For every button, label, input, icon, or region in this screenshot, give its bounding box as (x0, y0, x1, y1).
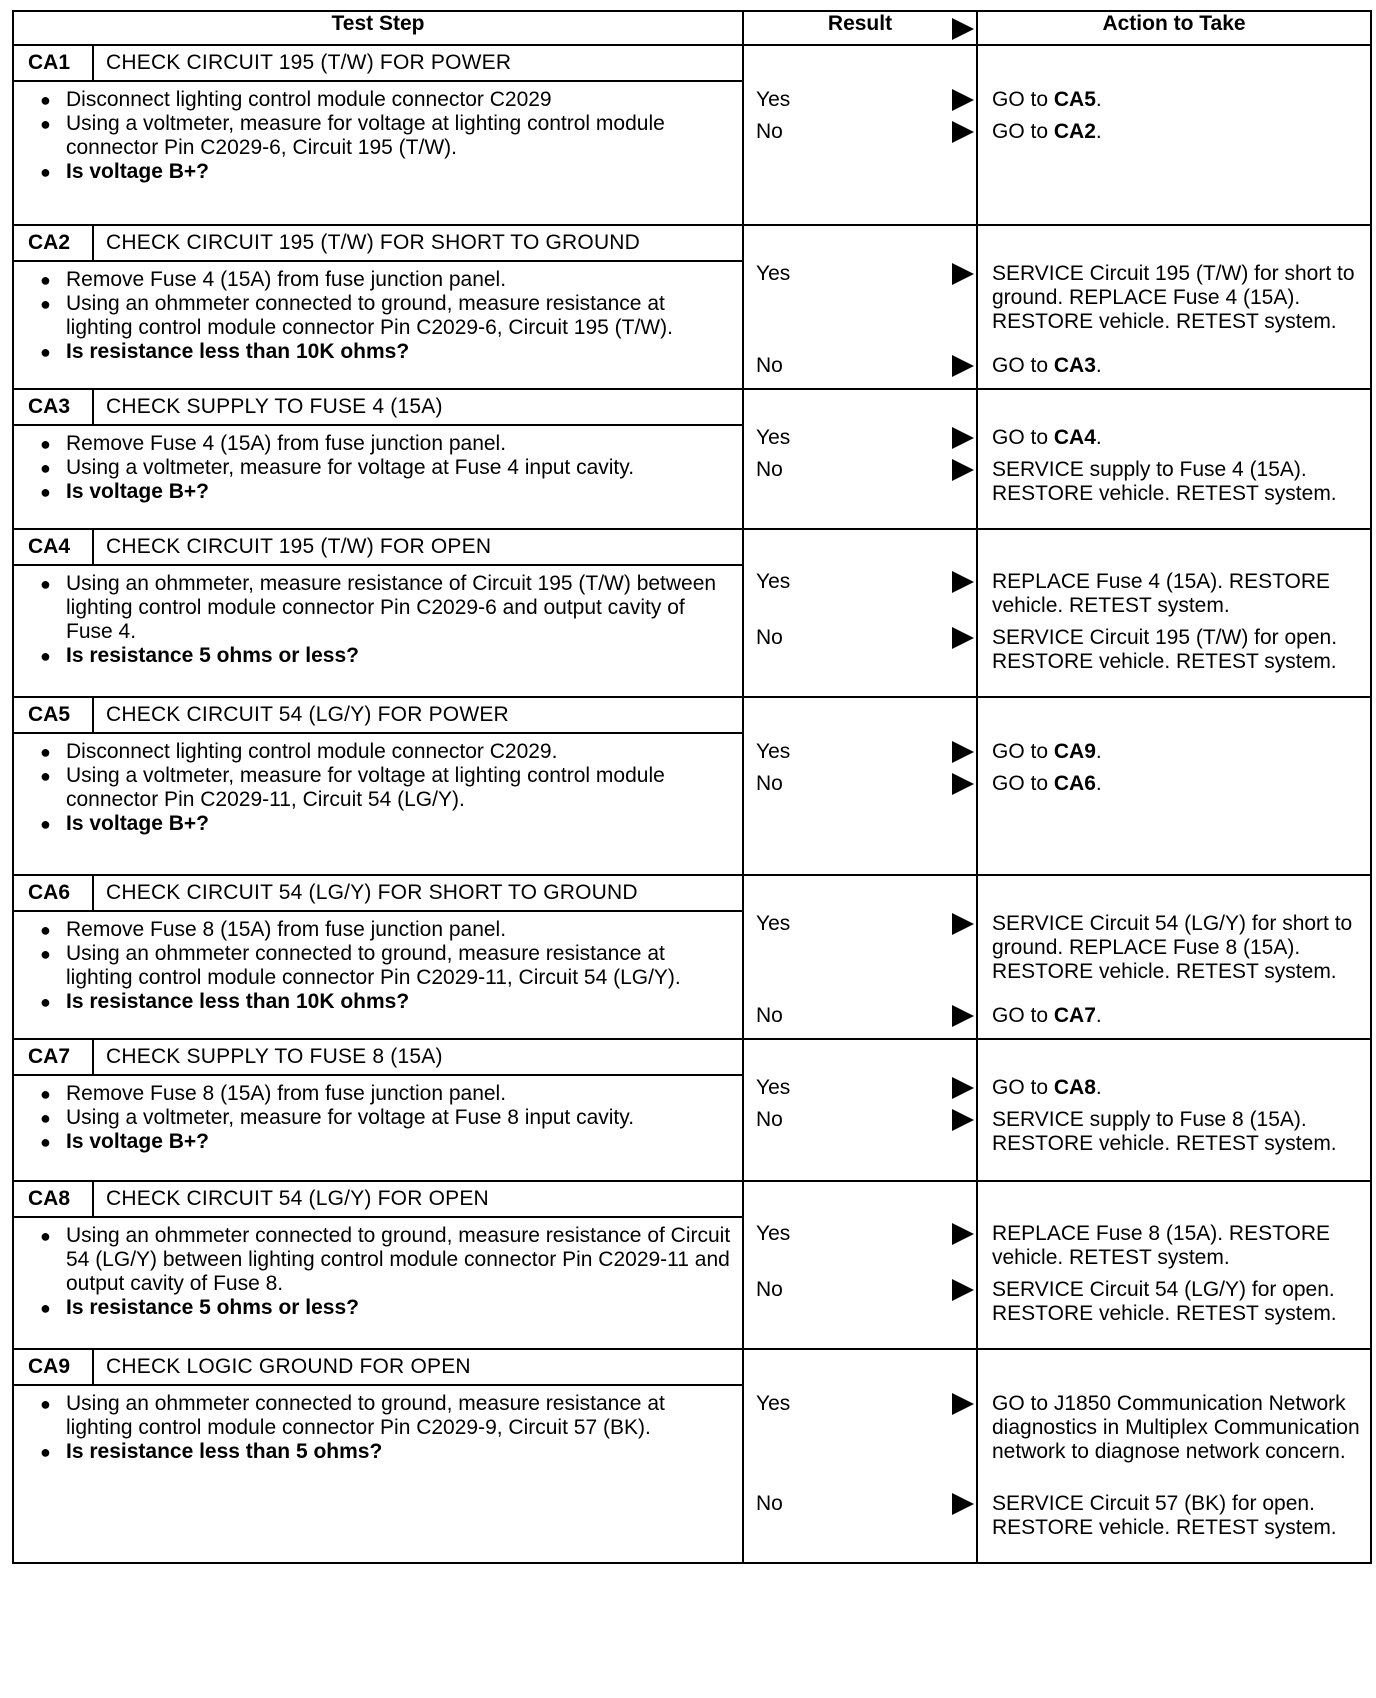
step-id: CA1 (14, 46, 94, 80)
result-option (744, 772, 976, 798)
step-header (14, 1350, 742, 1386)
action-text (992, 458, 1362, 506)
test-step-cell (13, 1349, 743, 1563)
action-text (992, 1108, 1362, 1156)
instruction-text: Using an ohmmeter connected to ground, measure resistance at lighting control module connector Pin C2029-6, Circuit 195 (T/W). (66, 292, 673, 339)
arrow-right-icon (952, 1493, 974, 1515)
result-label: No (756, 1278, 783, 1301)
bullet-icon: ● (40, 944, 51, 964)
result-option (744, 88, 976, 114)
action-text (992, 120, 1362, 144)
step-body (14, 426, 742, 512)
action-cell (977, 225, 1371, 389)
arrow-right-icon (952, 121, 974, 143)
action-text (992, 772, 1362, 796)
question-text: Is voltage B+? (66, 812, 209, 835)
table-row (13, 45, 1371, 225)
action-text-main: GO to (992, 1076, 1054, 1099)
step-header (14, 530, 742, 566)
arrow-right-icon (952, 89, 974, 111)
action-text (992, 912, 1362, 984)
table-row (13, 529, 1371, 697)
action-text (992, 570, 1362, 618)
arrow-right-icon (952, 913, 974, 935)
result-option (744, 120, 976, 146)
bullet-icon: ● (40, 434, 51, 454)
result-label: No (756, 1492, 783, 1515)
bullet-icon: ● (40, 458, 51, 478)
instruction-text: Using an ohmmeter connected to ground, measure resistance at lighting control module connector Pin C2029-9, Circuit 57 (BK). (66, 1392, 665, 1439)
result-option (744, 1004, 976, 1030)
step-header (14, 226, 742, 262)
step-instruction (26, 1082, 732, 1106)
step-title: CHECK CIRCUIT 195 (T/W) FOR SHORT TO GROUND (106, 231, 641, 254)
action-text-end: . (1095, 1076, 1102, 1099)
step-instruction (26, 456, 732, 480)
step-id: CA5 (14, 698, 94, 732)
action-step-ref: CA2 (1053, 120, 1096, 143)
bullet-icon: ● (40, 1298, 51, 1318)
arrow-right-icon (952, 1393, 974, 1415)
action-text-end: . (1095, 772, 1102, 795)
result-label: Yes (756, 262, 791, 285)
step-header (14, 698, 742, 734)
result-option (744, 354, 976, 380)
action-text-end: . (1095, 88, 1102, 111)
test-step-cell (13, 875, 743, 1039)
step-instruction (26, 764, 732, 812)
result-option (744, 626, 976, 652)
action-text (992, 426, 1362, 450)
question-text: Is resistance 5 ohms or less? (66, 1296, 359, 1319)
action-text (992, 1492, 1362, 1540)
action-text-main: SERVICE Circuit 54 (LG/Y) for short to ground. REPLACE Fuse 8 (15A). RESTORE vehicle. RETEST system. (992, 912, 1353, 983)
step-id: CA2 (14, 226, 94, 260)
action-text-main: GO to (992, 740, 1054, 763)
result-option (744, 1108, 976, 1134)
result-cell (743, 45, 977, 225)
action-cell (977, 45, 1371, 225)
bullet-icon: ● (40, 162, 51, 182)
step-instruction (26, 112, 732, 160)
bullet-icon: ● (40, 1226, 51, 1246)
step-instruction (26, 572, 732, 644)
action-text (992, 1278, 1362, 1326)
arrow-right-icon (952, 427, 974, 449)
step-id: CA7 (14, 1040, 94, 1074)
instruction-text: Remove Fuse 8 (15A) from fuse junction panel. (66, 918, 507, 941)
action-text (992, 626, 1362, 674)
action-text (992, 262, 1362, 334)
step-id: CA9 (14, 1350, 94, 1384)
test-step-cell (13, 697, 743, 875)
arrow-right-icon (952, 355, 974, 377)
result-cell (743, 1349, 977, 1563)
step-header (14, 1182, 742, 1218)
result-option (744, 570, 976, 596)
step-header (14, 390, 742, 426)
action-step-ref: CA5 (1053, 88, 1096, 111)
question-text: Is resistance less than 10K ohms? (66, 990, 410, 1013)
bullet-icon: ● (40, 574, 51, 594)
action-text (992, 1392, 1362, 1464)
result-cell (743, 875, 977, 1039)
action-step-ref: CA6 (1053, 772, 1096, 795)
question-text: Is voltage B+? (66, 1130, 209, 1153)
arrow-right-icon (952, 1005, 974, 1027)
result-option (744, 912, 976, 938)
step-question (26, 480, 732, 504)
bullet-icon: ● (40, 1132, 51, 1152)
result-label: No (756, 354, 783, 377)
action-cell (977, 875, 1371, 1039)
instruction-text: Using an ohmmeter connected to ground, measure resistance at lighting control module connector Pin C2029-11, Circuit 54 (LG/Y). (66, 942, 681, 989)
result-label: Yes (756, 1222, 791, 1245)
bullet-icon: ● (40, 766, 51, 786)
action-text-main: GO to (992, 426, 1054, 449)
action-text-main: GO to (992, 354, 1054, 377)
result-option (744, 426, 976, 452)
action-text (992, 740, 1362, 764)
result-option (744, 1076, 976, 1102)
pinpoint-test-table (12, 10, 1372, 1564)
instruction-text: Using an ohmmeter connected to ground, measure resistance of Circuit 54 (LG/Y) between lighting control module connector Pin C2029-11 and output cavity of Fuse 8. (66, 1224, 731, 1295)
action-text-main: SERVICE supply to Fuse 8 (15A). RESTORE vehicle. RETEST system. (992, 1108, 1337, 1155)
action-text (992, 1076, 1362, 1100)
result-label: Yes (756, 1392, 791, 1415)
action-text-main: SERVICE supply to Fuse 4 (15A). RESTORE vehicle. RETEST system. (992, 458, 1337, 505)
bullet-icon: ● (40, 270, 51, 290)
action-cell (977, 1181, 1371, 1349)
result-option (744, 1222, 976, 1248)
result-cell (743, 225, 977, 389)
action-text-main: SERVICE Circuit 195 (T/W) for open. RESTORE vehicle. RETEST system. (992, 626, 1338, 673)
instruction-text: Remove Fuse 8 (15A) from fuse junction panel. (66, 1082, 507, 1105)
result-option (744, 740, 976, 766)
result-cell (743, 1181, 977, 1349)
result-label: Yes (756, 570, 791, 593)
result-option (744, 262, 976, 288)
step-instruction (26, 432, 732, 456)
arrow-right-icon (952, 263, 974, 285)
result-label: No (756, 1108, 783, 1131)
step-id: CA4 (14, 530, 94, 564)
step-question (26, 1296, 732, 1320)
action-text-main: REPLACE Fuse 4 (15A). RESTORE vehicle. RETEST system. (992, 570, 1331, 617)
step-header (14, 876, 742, 912)
step-title: CHECK CIRCUIT 195 (T/W) FOR POWER (106, 51, 512, 74)
action-text-main: GO to (992, 88, 1054, 111)
test-step-cell (13, 1181, 743, 1349)
step-title: CHECK LOGIC GROUND FOR OPEN (106, 1355, 471, 1378)
test-step-cell (13, 225, 743, 389)
question-text: Is voltage B+? (66, 160, 209, 183)
test-step-cell (13, 389, 743, 529)
action-text-main: SERVICE Circuit 54 (LG/Y) for open. RESTORE vehicle. RETEST system. (992, 1278, 1337, 1325)
action-text-main: SERVICE Circuit 57 (BK) for open. RESTORE vehicle. RETEST system. (992, 1492, 1337, 1539)
step-instruction (26, 1106, 732, 1130)
result-cell (743, 697, 977, 875)
table-row (13, 875, 1371, 1039)
step-instruction (26, 292, 732, 340)
instruction-text: Remove Fuse 4 (15A) from fuse junction panel. (66, 432, 507, 455)
step-instruction (26, 268, 732, 292)
arrow-right-icon (952, 1109, 974, 1131)
bullet-icon: ● (40, 90, 51, 110)
table-row (13, 1039, 1371, 1181)
bullet-icon: ● (40, 646, 51, 666)
step-id: CA3 (14, 390, 94, 424)
result-label: Yes (756, 912, 791, 935)
arrow-right-icon (952, 741, 974, 763)
action-cell (977, 1039, 1371, 1181)
arrow-right-icon (952, 627, 974, 649)
bullet-icon: ● (40, 1084, 51, 1104)
action-text-end: . (1095, 354, 1102, 377)
table-header-row (13, 11, 1371, 45)
bullet-icon: ● (40, 1394, 51, 1414)
bullet-icon: ● (40, 920, 51, 940)
action-step-ref: CA8 (1053, 1076, 1096, 1099)
arrow-right-icon (952, 18, 974, 40)
result-cell (743, 1039, 977, 1181)
instruction-text: Using a voltmeter, measure for voltage at Fuse 4 input cavity. (66, 456, 635, 479)
result-option (744, 1492, 976, 1518)
header-result-label: Result (827, 12, 893, 35)
step-body (14, 912, 742, 1022)
step-body (14, 734, 742, 844)
result-label: No (756, 772, 783, 795)
result-label: No (756, 458, 783, 481)
step-question (26, 990, 732, 1014)
action-text (992, 1222, 1362, 1270)
bullet-icon: ● (40, 814, 51, 834)
step-instruction (26, 740, 732, 764)
instruction-text: Using a voltmeter, measure for voltage at Fuse 8 input cavity. (66, 1106, 635, 1129)
bullet-icon: ● (40, 114, 51, 134)
result-label: No (756, 120, 783, 143)
step-instruction (26, 1224, 732, 1296)
step-title: CHECK SUPPLY TO FUSE 4 (15A) (106, 395, 443, 418)
diagnostic-sheet (12, 10, 1370, 1564)
action-step-ref: CA7 (1053, 1004, 1096, 1027)
action-step-ref: CA9 (1053, 740, 1096, 763)
step-question (26, 340, 732, 364)
result-label: Yes (756, 426, 791, 449)
step-header (14, 46, 742, 82)
question-text: Is resistance 5 ohms or less? (66, 644, 359, 667)
step-title: CHECK CIRCUIT 54 (LG/Y) FOR POWER (106, 703, 509, 726)
step-title: CHECK SUPPLY TO FUSE 8 (15A) (106, 1045, 443, 1068)
action-text (992, 354, 1362, 378)
step-body (14, 1386, 742, 1472)
arrow-right-icon (952, 773, 974, 795)
result-option (744, 1392, 976, 1418)
action-text-end: . (1095, 120, 1102, 143)
action-text (992, 1004, 1362, 1028)
instruction-text: Using an ohmmeter, measure resistance of Circuit 195 (T/W) between lighting control module connector Pin C2029-6 and output cavity of Fuse 4. (66, 572, 717, 643)
action-text-main: REPLACE Fuse 8 (15A). RESTORE vehicle. RETEST system. (992, 1222, 1331, 1269)
action-cell (977, 697, 1371, 875)
result-label: No (756, 1004, 783, 1027)
step-instruction (26, 1392, 732, 1440)
step-question (26, 1130, 732, 1154)
step-body (14, 262, 742, 372)
instruction-text: Disconnect lighting control module connector C2029. (66, 740, 558, 763)
action-step-ref: CA3 (1053, 354, 1096, 377)
test-step-cell (13, 1039, 743, 1181)
result-label: No (756, 626, 783, 649)
step-body (14, 1218, 742, 1328)
arrow-right-icon (952, 459, 974, 481)
test-step-cell (13, 45, 743, 225)
instruction-text: Using a voltmeter, measure for voltage at lighting control module connector Pin C2029-11, Circuit 54 (LG/Y). (66, 764, 665, 811)
result-cell (743, 389, 977, 529)
action-step-ref: CA4 (1053, 426, 1096, 449)
table-row (13, 389, 1371, 529)
result-label: Yes (756, 740, 791, 763)
step-title: CHECK CIRCUIT 195 (T/W) FOR OPEN (106, 535, 492, 558)
bullet-icon: ● (40, 342, 51, 362)
question-text: Is resistance less than 10K ohms? (66, 340, 410, 363)
step-body (14, 566, 742, 676)
bullet-icon: ● (40, 1442, 51, 1462)
action-cell (977, 529, 1371, 697)
action-cell (977, 389, 1371, 529)
arrow-right-icon (952, 1223, 974, 1245)
action-text (992, 88, 1362, 112)
step-title: CHECK CIRCUIT 54 (LG/Y) FOR SHORT TO GROUND (106, 881, 638, 904)
header-test-step: Test Step (13, 11, 743, 45)
table-row (13, 697, 1371, 875)
step-body (14, 1076, 742, 1162)
action-text-end: . (1095, 426, 1102, 449)
header-action: Action to Take (977, 11, 1371, 45)
step-id: CA6 (14, 876, 94, 910)
result-cell (743, 529, 977, 697)
step-question (26, 812, 732, 836)
instruction-text: Disconnect lighting control module connector C2029 (66, 88, 552, 111)
action-text-end: . (1095, 1004, 1102, 1027)
table-row (13, 1349, 1371, 1563)
question-text: Is voltage B+? (66, 480, 209, 503)
bullet-icon: ● (40, 294, 51, 314)
arrow-right-icon (952, 571, 974, 593)
action-text-end: . (1095, 740, 1102, 763)
header-result (743, 11, 977, 45)
result-label: Yes (756, 88, 791, 111)
step-title: CHECK CIRCUIT 54 (LG/Y) FOR OPEN (106, 1187, 489, 1210)
instruction-text: Remove Fuse 4 (15A) from fuse junction panel. (66, 268, 507, 291)
step-instruction (26, 88, 732, 112)
arrow-right-icon (952, 1279, 974, 1301)
question-text: Is resistance less than 5 ohms? (66, 1440, 383, 1463)
action-cell (977, 1349, 1371, 1563)
action-text-main: GO to (992, 1004, 1054, 1027)
action-text-main: GO to J1850 Communication Network diagnostics in Multiplex Communication network to diagnose network concern. (992, 1392, 1360, 1463)
step-question (26, 644, 732, 668)
bullet-icon: ● (40, 742, 51, 762)
step-question (26, 1440, 732, 1464)
result-option (744, 458, 976, 484)
step-id: CA8 (14, 1182, 94, 1216)
step-body (14, 82, 742, 192)
action-text-main: SERVICE Circuit 195 (T/W) for short to ground. REPLACE Fuse 4 (15A). RESTORE vehicle. RETEST system. (992, 262, 1355, 333)
action-text-main: GO to (992, 120, 1054, 143)
table-row (13, 1181, 1371, 1349)
arrow-right-icon (952, 1077, 974, 1099)
step-header (14, 1040, 742, 1076)
result-label: Yes (756, 1076, 791, 1099)
step-question (26, 160, 732, 184)
test-step-cell (13, 529, 743, 697)
bullet-icon: ● (40, 992, 51, 1012)
table-row (13, 225, 1371, 389)
step-instruction (26, 942, 732, 990)
result-option (744, 1278, 976, 1304)
step-instruction (26, 918, 732, 942)
bullet-icon: ● (40, 1108, 51, 1128)
instruction-text: Using a voltmeter, measure for voltage at lighting control module connector Pin C2029-6, Circuit 195 (T/W). (66, 112, 665, 159)
action-text-main: GO to (992, 772, 1054, 795)
bullet-icon: ● (40, 482, 51, 502)
